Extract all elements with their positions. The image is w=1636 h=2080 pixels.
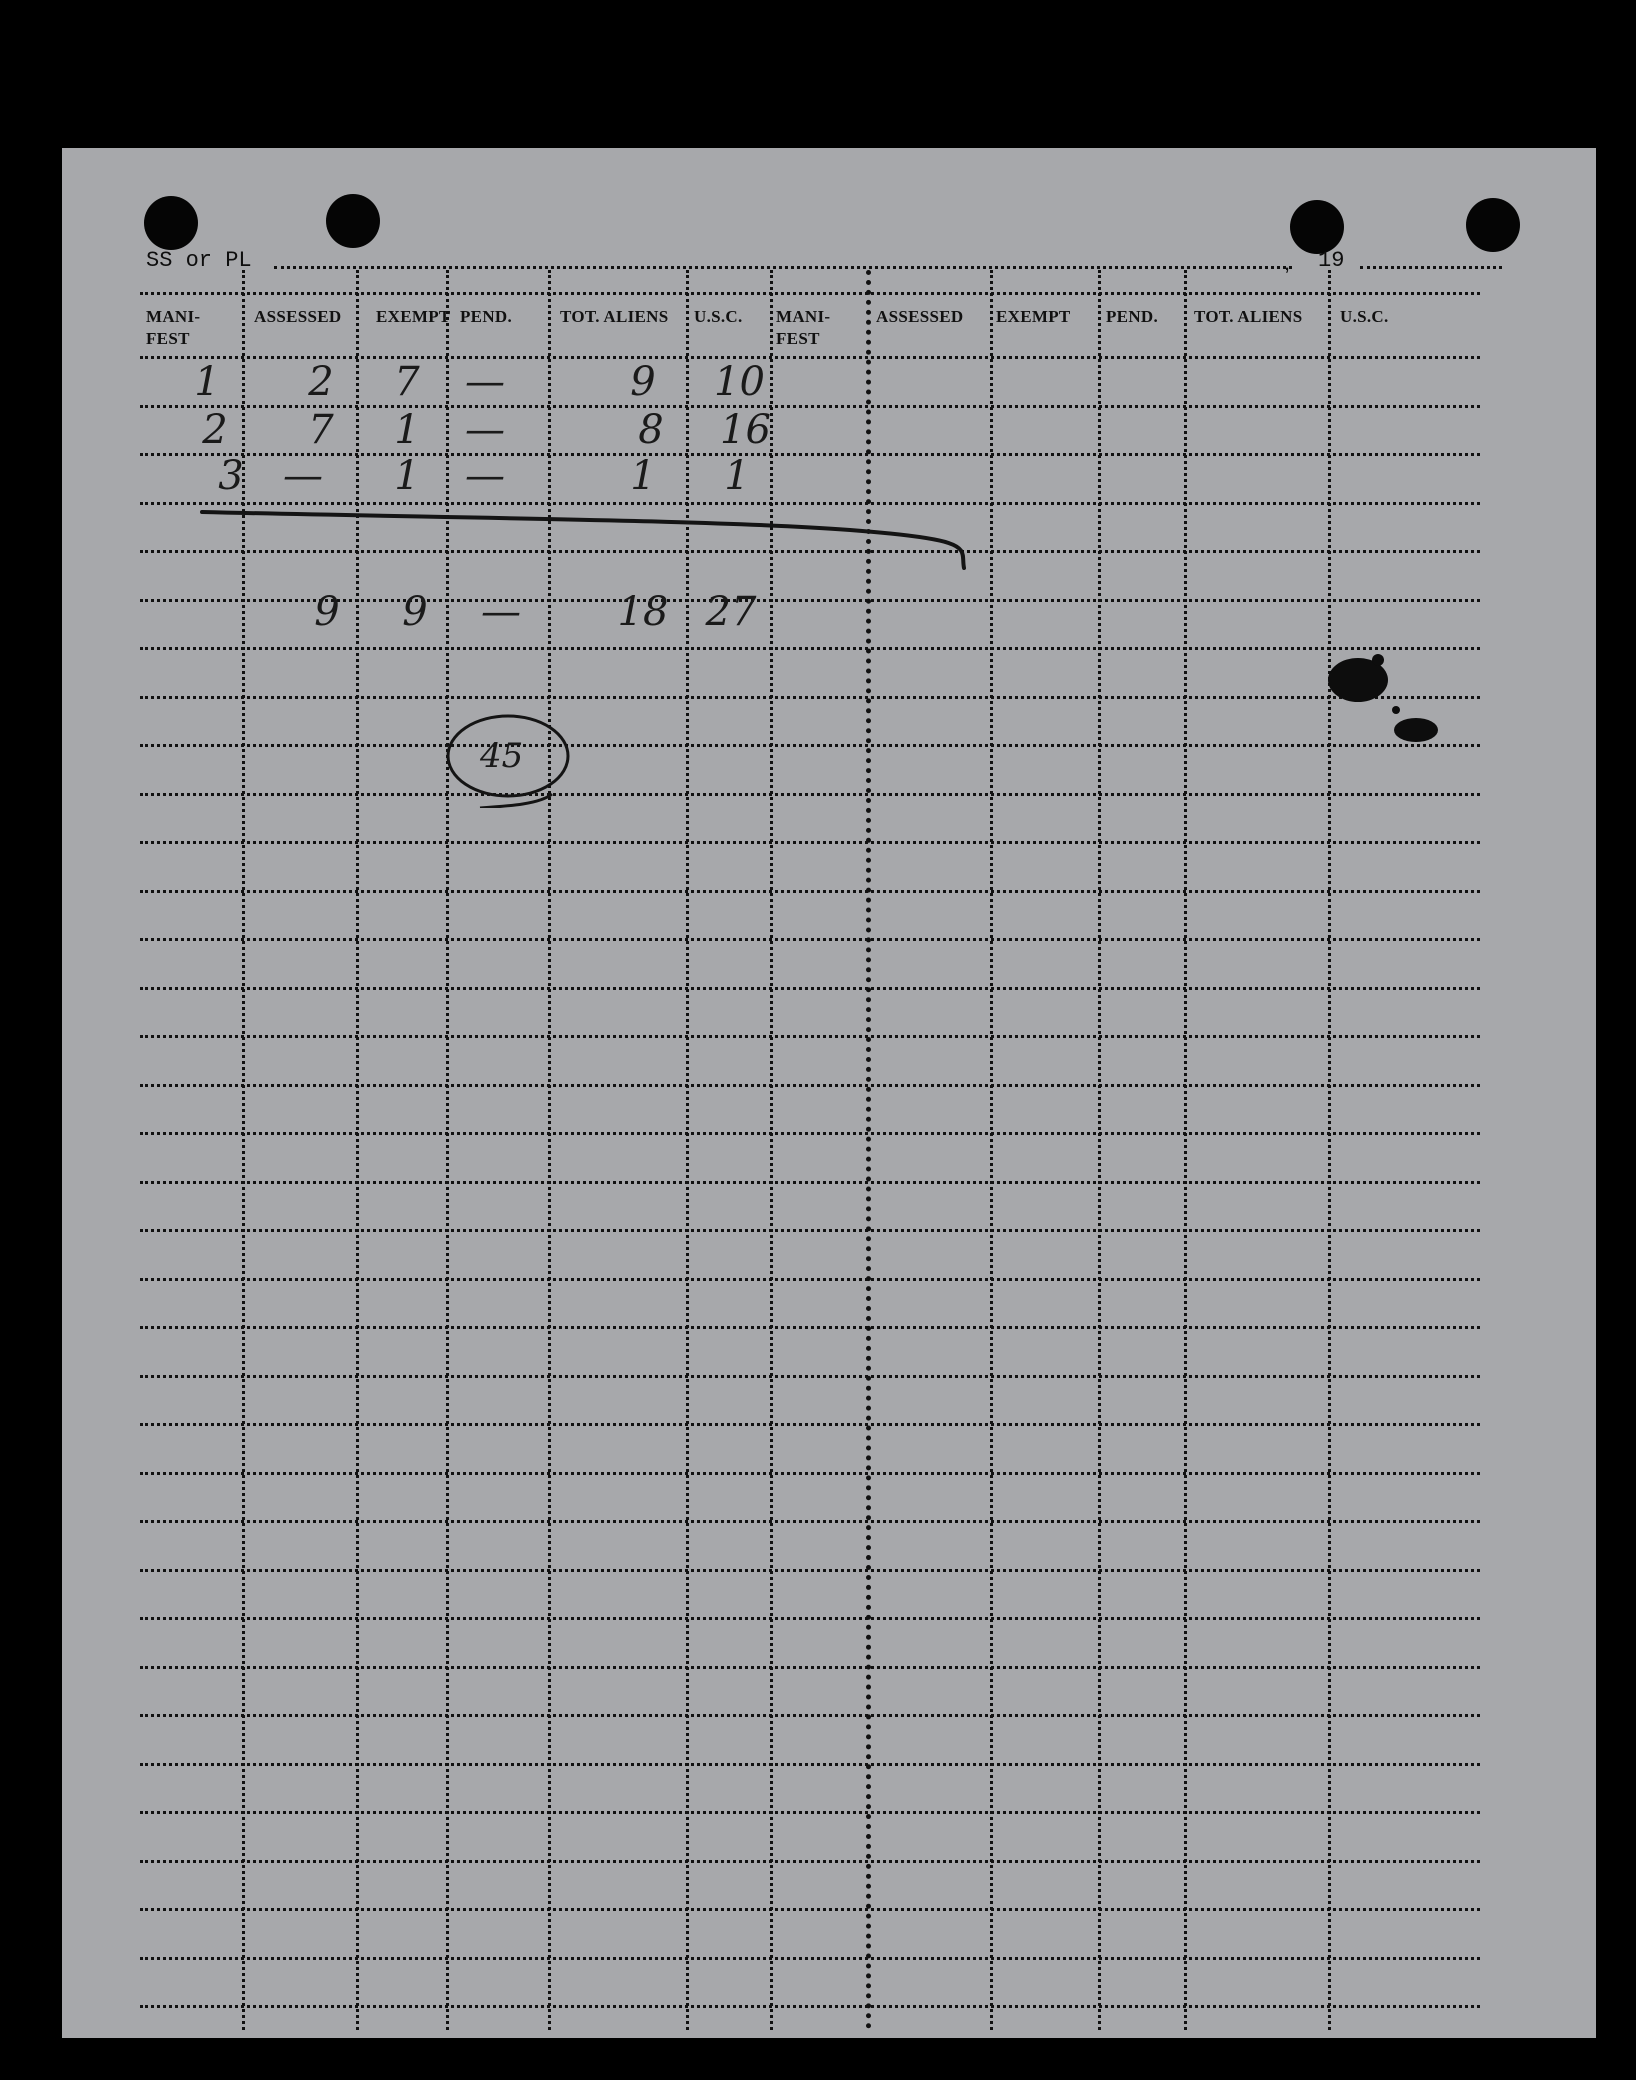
column-rule	[1328, 270, 1331, 2030]
ship-date-line: SS or PL , 19	[146, 248, 1482, 274]
row-rule	[140, 1763, 1480, 1766]
form-sheet	[62, 148, 1596, 2038]
row-rule	[140, 1084, 1480, 1087]
row-rule	[140, 1132, 1480, 1135]
entry-manifest: 2	[202, 407, 228, 453]
total-tot-aliens: 18	[617, 589, 669, 635]
row-rule	[140, 696, 1480, 699]
row-rule	[140, 1666, 1480, 1669]
entry-tot-aliens: 9	[630, 359, 656, 405]
total-exempt: 9	[402, 589, 428, 635]
total-usc: 27	[705, 589, 757, 635]
row-rule	[140, 1569, 1480, 1572]
total-assessed: 9	[314, 589, 340, 635]
row-rule	[140, 1375, 1480, 1378]
total-pend: —	[481, 589, 521, 635]
year-prefix: 19	[1318, 248, 1345, 273]
row-rule	[140, 938, 1480, 941]
row-rule	[140, 1714, 1480, 1717]
row-rule	[140, 1617, 1480, 1620]
entry-tot-aliens: 8	[638, 407, 664, 453]
column-rule	[1184, 270, 1187, 2030]
col-header-pend: PEND.	[460, 307, 513, 326]
row-rule	[140, 890, 1480, 893]
col-header-manifest-2: MANI- FEST	[776, 307, 831, 348]
entry-exempt: 1	[394, 453, 420, 499]
row-rule	[140, 1811, 1480, 1814]
row-rule	[140, 1326, 1480, 1329]
ink-smudge	[1318, 640, 1448, 760]
row-rule	[140, 1278, 1480, 1281]
entry-manifest: 1	[194, 359, 220, 405]
column-rule	[1098, 270, 1101, 2030]
entry-assessed: 7	[308, 407, 334, 453]
row-rule	[140, 453, 1480, 456]
entry-assessed: 2	[308, 359, 334, 405]
col-header-tot-aliens: TOT. ALIENS	[560, 307, 669, 326]
punch-hole	[326, 194, 380, 248]
entry-usc: 16	[720, 407, 771, 453]
col-header-usc-2: U.S.C.	[1340, 307, 1389, 326]
circled-note	[440, 708, 580, 808]
entry-usc: 10	[714, 359, 765, 405]
row-rule	[140, 1908, 1480, 1911]
col-header-tot-aliens-2: TOT. ALIENS	[1194, 307, 1303, 326]
row-rule	[140, 1035, 1480, 1038]
col-header-assessed-2: ASSESSED	[876, 307, 964, 326]
entry-assessed: —	[283, 453, 323, 499]
entry-pend: —	[465, 453, 505, 499]
row-rule	[140, 647, 1480, 650]
row-rule	[140, 744, 1480, 747]
row-rule	[140, 2005, 1480, 2008]
punch-hole	[1466, 198, 1520, 252]
row-rule	[140, 405, 1480, 408]
row-rule	[140, 1860, 1480, 1863]
ss-or-pl-label: SS or PL	[146, 248, 252, 273]
entry-exempt: 1	[394, 407, 420, 453]
entry-pend: —	[465, 359, 505, 405]
col-header-pend-2: PEND.	[1106, 307, 1159, 326]
entry-manifest: 3	[218, 453, 244, 499]
entry-usc: 1	[724, 453, 750, 499]
punch-hole	[1290, 200, 1344, 254]
row-rule	[140, 1229, 1480, 1232]
col-header-usc: U.S.C.	[694, 307, 743, 326]
column-rule	[990, 270, 993, 2030]
total-underline	[200, 500, 970, 570]
row-rule	[140, 356, 1480, 359]
circled-note-value: 45	[480, 736, 524, 776]
row-rule	[140, 1520, 1480, 1523]
row-rule	[140, 1181, 1480, 1184]
col-header-exempt-2: EXEMPT	[996, 307, 1071, 326]
row-rule	[140, 841, 1480, 844]
header-rule	[140, 292, 1480, 295]
entry-exempt: 7	[394, 359, 420, 405]
col-header-manifest: MANI- FEST	[146, 307, 201, 348]
punch-hole	[144, 196, 198, 250]
row-rule	[140, 1423, 1480, 1426]
row-rule	[140, 1472, 1480, 1475]
row-rule	[140, 1957, 1480, 1960]
row-rule	[140, 793, 1480, 796]
entry-pend: —	[465, 407, 505, 453]
entry-tot-aliens: 1	[630, 453, 656, 499]
col-header-assessed: ASSESSED	[254, 307, 342, 326]
col-header-exempt: EXEMPT	[376, 307, 451, 326]
row-rule	[140, 987, 1480, 990]
